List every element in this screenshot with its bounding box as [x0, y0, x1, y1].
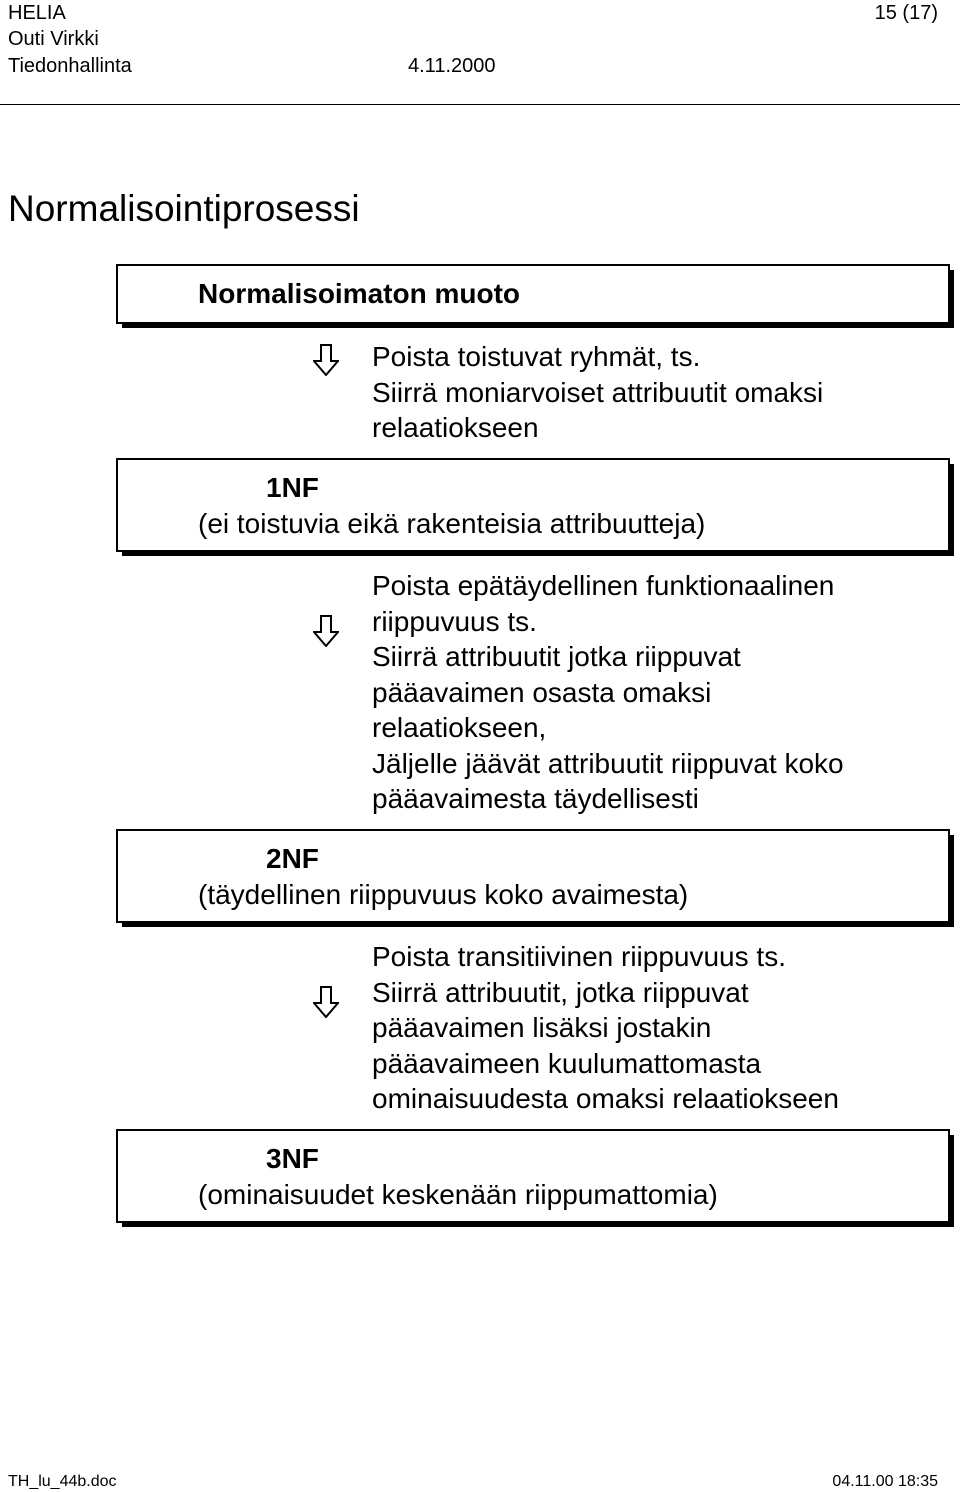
step-1-line: Poista toistuvat ryhmät, ts. — [372, 341, 701, 372]
down-arrow-icon — [313, 986, 339, 1018]
page-title: Normalisointiprosessi — [8, 188, 360, 229]
header-date: 4.11.2000 — [408, 55, 496, 77]
down-arrow-icon — [313, 344, 339, 376]
box-3nf-description: (ominaisuudet keskenään riippumattomia) — [198, 1179, 718, 1210]
step-1-line: Siirrä moniarvoiset attribuutit omaksi — [372, 376, 824, 408]
box-1nf-name: 1NF — [266, 472, 319, 503]
box-3nf-name: 3NF — [266, 1143, 319, 1174]
step-2-instructions — [372, 568, 844, 817]
down-arrow-icon — [313, 615, 339, 647]
header-author: Outi Virkki — [8, 28, 99, 50]
step-2-line: relaatiokseen, — [372, 712, 547, 743]
step-1-line: relaatiokseen — [372, 412, 539, 443]
step-3-line: pääavaimeen kuulumattomasta — [372, 1047, 762, 1079]
step-3-line: pääavaimen lisäksi jostakin — [372, 1012, 712, 1043]
step-2-line: riippuvuus ts. — [372, 605, 537, 637]
step-2-line: pääavaimen osasta omaksi — [372, 676, 712, 708]
step-2-line: Jäljelle jäävät attribuutit riippuvat koko — [372, 747, 844, 779]
step-2-line: Poista epätäydellinen funktionaalinen — [372, 570, 835, 601]
step-3-line: Poista transitiivinen riippuvuus ts. — [372, 941, 786, 972]
box-1nf-description: (ei toistuvia eikä rakenteisia attribuutteja) — [198, 508, 706, 539]
step-2-line: pääavaimesta täydellisesti — [372, 783, 699, 814]
footer-timestamp: 04.11.00 18:35 — [832, 1473, 938, 1490]
header-course: Tiedonhallinta — [8, 55, 132, 77]
header-divider — [0, 104, 960, 105]
step-3-line: ominaisuudesta omaksi relaatiokseen — [372, 1083, 839, 1114]
header-org: HELIA — [8, 2, 66, 24]
footer-filename: TH_lu_44b.doc — [8, 1473, 117, 1490]
header-page-number: 15 (17) — [874, 2, 938, 24]
step-1-instructions — [372, 339, 823, 446]
step-3-line: Siirrä attribuutit, jotka riippuvat — [372, 976, 749, 1008]
step-2-line: Siirrä attribuutit jotka riippuvat — [372, 641, 741, 672]
step-3-instructions — [372, 939, 839, 1117]
box-2nf-description: (täydellinen riippuvuus koko avaimesta) — [198, 879, 689, 910]
box-2nf-name: 2NF — [266, 843, 319, 874]
box-unnormalized-label: Normalisoimaton muoto — [198, 278, 521, 309]
